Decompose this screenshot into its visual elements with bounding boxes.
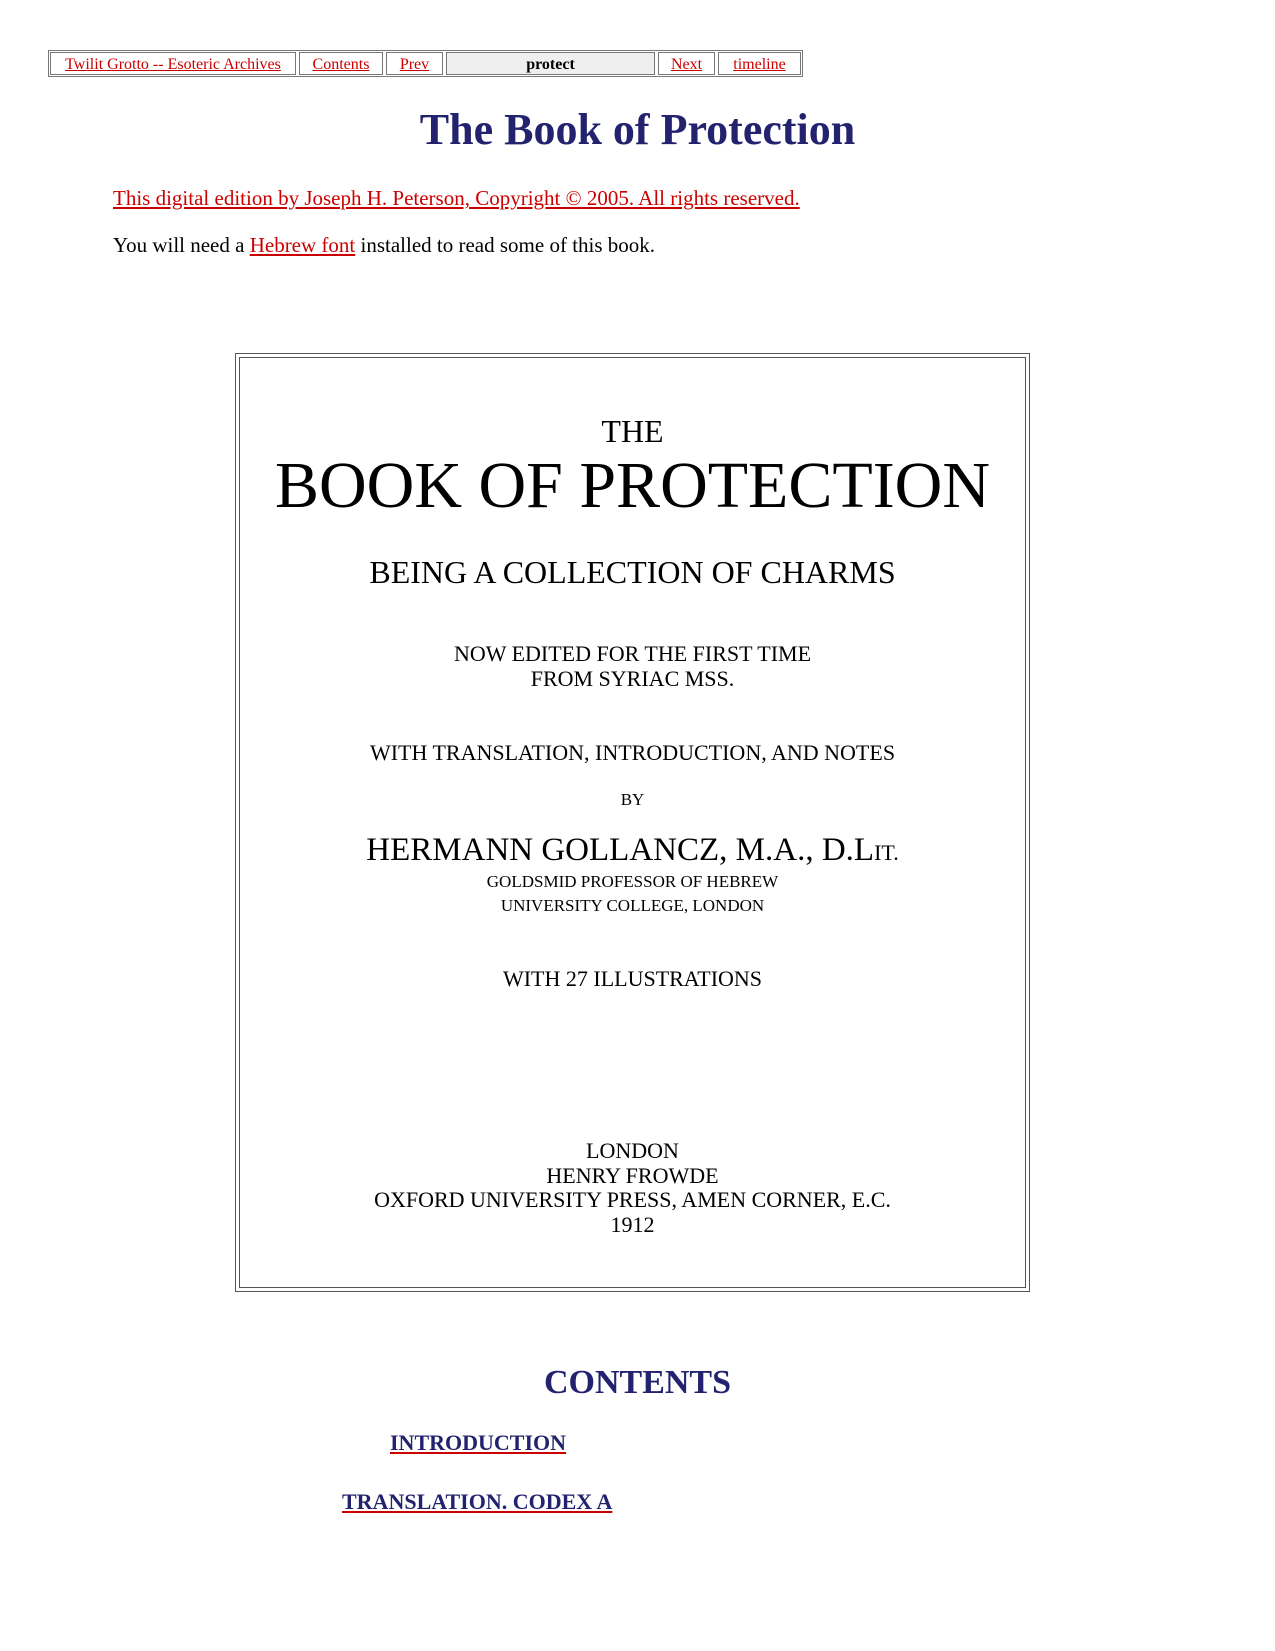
nav-cell-contents: [299, 52, 383, 75]
font-note-suffix: installed to read some of this book.: [355, 233, 656, 257]
nav-cell-current-page: protect: [446, 52, 655, 75]
toc-link-translation-codex-a[interactable]: TRANSLATION. CODEX A: [342, 1489, 613, 1514]
nav-cell-timeline: [718, 52, 801, 75]
hebrew-font-link[interactable]: Hebrew font: [249, 233, 356, 257]
title-page-inner-border: [239, 357, 1026, 1288]
copyright-link[interactable]: This digital edition by Joseph H. Peterson, Copyright © 2005. All rights reserved.: [113, 186, 800, 210]
contents-heading: CONTENTS: [543, 1364, 732, 1401]
author-name: HERMANN GOLLANCZ, M.A., D.L: [366, 832, 875, 868]
title-page-edited-line2: FROM SYRIAC MSS.: [530, 666, 735, 691]
title-page-the: THE: [601, 413, 664, 449]
title-page-city: LONDON: [586, 1138, 679, 1163]
title-page-author: [240, 832, 1025, 869]
title-page-publisher: HENRY FROWDE: [546, 1163, 719, 1188]
title-page-subtitle: BEING A COLLECTION OF CHARMS: [369, 554, 896, 590]
nav-link-timeline[interactable]: timeline: [733, 56, 786, 73]
toc-link-introduction[interactable]: INTRODUCTION: [390, 1430, 567, 1455]
title-page-translation-note: WITH TRANSLATION, INTRODUCTION, AND NOTES: [369, 740, 896, 765]
font-note-prefix: You will need a: [113, 233, 250, 257]
title-page-press: OXFORD UNIVERSITY PRESS, AMEN CORNER, E.C.: [374, 1187, 891, 1212]
title-page-frame: [235, 353, 1030, 1292]
title-page-professor-line1: GOLDSMID PROFESSOR OF HEBREW: [486, 872, 779, 891]
nav-cell-next: [658, 52, 715, 75]
font-requirement-note: [113, 233, 655, 258]
author-degree-smallcaps: IT: [874, 840, 894, 865]
title-page-book-title: BOOK OF PROTECTION: [274, 449, 991, 522]
title-page-edited-line1: NOW EDITED FOR THE FIRST TIME: [453, 641, 812, 666]
author-degree-period: .: [893, 840, 899, 865]
page-title: The Book of Protection: [419, 105, 856, 154]
title-page-professor-line2: UNIVERSITY COLLEGE, LONDON: [500, 896, 765, 915]
nav-link-prev[interactable]: Prev: [399, 56, 430, 73]
nav-link-twilit-grotto[interactable]: Twilit Grotto -- Esoteric Archives: [65, 56, 281, 73]
title-page-illustrations: WITH 27 ILLUSTRATIONS: [502, 966, 763, 991]
title-page-by: BY: [620, 790, 645, 809]
copyright-notice: [113, 186, 800, 211]
nav-link-next[interactable]: Next: [670, 56, 703, 73]
title-page-year: 1912: [610, 1212, 655, 1237]
nav-cell-home: [50, 52, 296, 75]
nav-cell-prev: [386, 52, 443, 75]
nav-link-contents[interactable]: Contents: [312, 56, 370, 73]
top-navigation-bar: [48, 50, 803, 77]
